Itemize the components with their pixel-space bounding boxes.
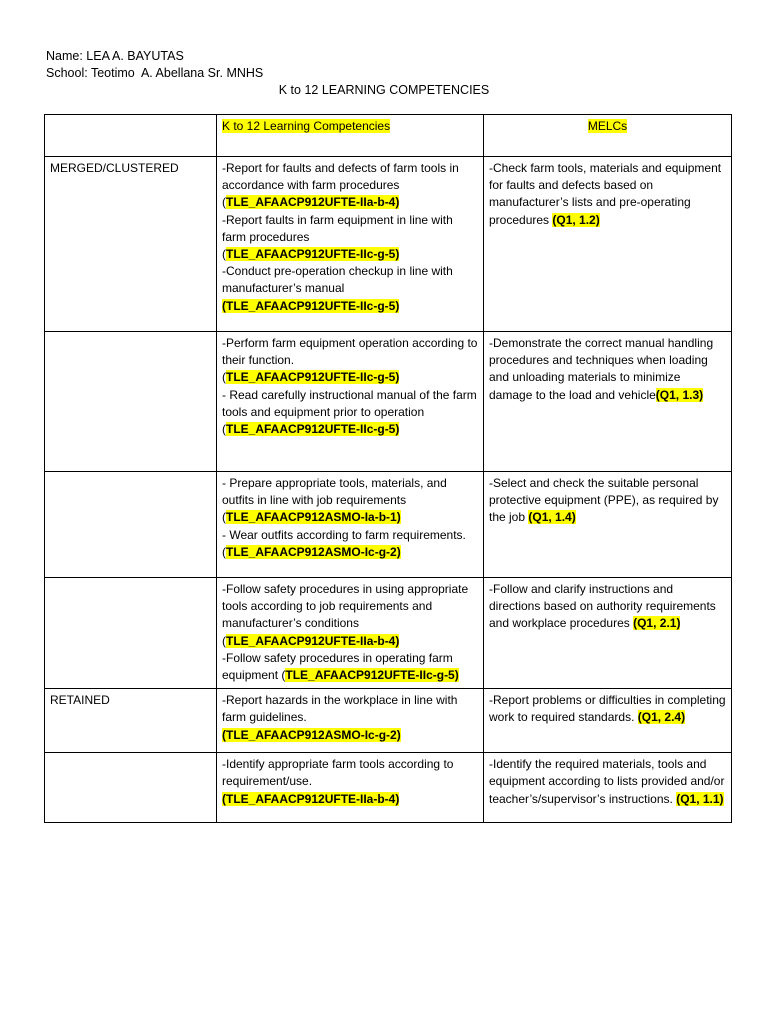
competencies-table	[44, 114, 732, 823]
category-cell	[45, 578, 217, 689]
competency-text: -Report hazards in the workplace in line with farm guidelines.	[222, 693, 458, 725]
competency-code: TLE_AFAACP912UFTE-IIc-g-5)	[285, 668, 459, 683]
name-line: Name: LEA A. BAYUTAS	[46, 49, 184, 63]
melc-text: -Follow and clarify instructions and directions based on authority requirements and workplace procedures	[489, 582, 716, 631]
competency-line	[222, 246, 478, 263]
category-cell	[45, 753, 217, 823]
competency-line	[222, 527, 478, 544]
melc-code: (Q1, 2.1)	[633, 616, 681, 631]
category-cell: RETAINED	[45, 689, 217, 753]
table-row	[45, 578, 732, 689]
competency-line	[222, 387, 478, 421]
melc-code: (Q1, 1.1)	[676, 791, 724, 806]
k12-competencies-cell	[217, 689, 484, 753]
k12-competencies-cell	[217, 332, 484, 472]
k12-competencies-cell	[217, 157, 484, 332]
competency-code: TLE_AFAACP912UFTE-IIa-b-4)	[226, 195, 400, 210]
melc-text: -Check farm tools, materials and equipment for faults and defects based on manufacturer’s lists and pre-operating procedures	[489, 161, 722, 227]
melc-cell	[484, 689, 732, 753]
competency-text: - Read carefully instructional manual of the farm tools and equipment prior to operation	[222, 387, 477, 419]
school-line: School: Teotimo A. Abellana Sr. MNHS	[46, 66, 264, 80]
header-melcs-label: MELCs	[587, 119, 628, 133]
category-cell	[45, 332, 217, 472]
melc-text: -Report problems or difficulties in completing work to required standards.	[489, 693, 726, 725]
header-cell-melcs	[484, 115, 732, 157]
competency-line	[222, 791, 478, 808]
competency-text: (	[222, 422, 226, 437]
category-cell	[45, 472, 217, 578]
competency-code: TLE_AFAACP912UFTE-IIc-g-5)	[226, 422, 400, 437]
header-cell-empty	[45, 115, 217, 157]
competency-text: -Report faults in farm equipment in line with farm procedures	[222, 212, 453, 244]
melc-cell	[484, 753, 732, 823]
k12-competencies-cell	[217, 472, 484, 578]
competency-text: -Perform farm equipment operation according to their function.	[222, 336, 478, 368]
competency-line	[222, 421, 478, 438]
melc-code: (Q1, 2.4)	[637, 710, 686, 725]
competency-line	[222, 335, 478, 369]
header-k12-label: K to 12 Learning Competencies	[222, 119, 391, 133]
competency-text: (	[222, 633, 226, 648]
table-row	[45, 689, 732, 753]
competency-code: TLE_AFAACP912UFTE-IIc-g-5)	[226, 370, 400, 385]
competency-text: -Identify appropriate farm tools according to requirement/use.	[222, 757, 454, 789]
competency-text: -Follow safety procedures in using appropriate tools according to job requirements and manufacturer’s conditions	[222, 582, 469, 631]
competency-text: (	[222, 510, 226, 525]
competency-code: TLE_AFAACP912ASMO-Ic-g-2)	[226, 544, 401, 559]
competency-text: (	[222, 247, 226, 262]
melc-text: -Identify the required materials, tools and equipment according to lists provided and/or teacher’s/supervisor’s instructions.	[489, 757, 725, 806]
melc-cell	[484, 578, 732, 689]
table-row	[45, 332, 732, 472]
competency-code: TLE_AFAACP912ASMO-Ia-b-1)	[226, 510, 401, 525]
competency-line	[222, 369, 478, 386]
competency-line	[222, 509, 478, 526]
k12-competencies-cell	[217, 578, 484, 689]
melc-code: (Q1, 1.4)	[528, 510, 576, 525]
table-row	[45, 157, 732, 332]
melc-text: -Select and check the suitable personal protective equipment (PPE), as required by the job	[489, 476, 719, 525]
competency-line	[222, 160, 478, 194]
competency-line	[222, 756, 478, 790]
k12-competencies-cell	[217, 753, 484, 823]
competency-text: - Prepare appropriate tools, materials, and outfits in line with job requirements	[222, 476, 447, 508]
melc-text: -Demonstrate the correct manual handling procedures and techniques when loading and unloading materials to minimize damage to the load and vehicle	[489, 336, 714, 402]
melc-code: (Q1, 1.3)	[655, 387, 704, 402]
competency-line	[222, 727, 478, 744]
competency-code: (TLE_AFAACP912UFTE-IIa-b-4)	[222, 791, 400, 806]
melc-cell	[484, 472, 732, 578]
melc-cell	[484, 157, 732, 332]
competency-text: -Report for faults and defects of farm tools in accordance with farm procedures	[222, 161, 459, 193]
competency-line	[222, 692, 478, 726]
competency-text: (	[222, 544, 226, 559]
category-cell: MERGED/CLUSTERED	[45, 157, 217, 332]
table-header-row	[45, 115, 732, 157]
table-row	[45, 753, 732, 823]
competency-line	[222, 581, 478, 633]
competency-text: (	[222, 195, 226, 210]
competency-line	[222, 475, 478, 509]
competency-code: (TLE_AFAACP912UFTE-IIc-g-5)	[222, 298, 400, 313]
competency-text: -Conduct pre-operation checkup in line with manufacturer’s manual	[222, 264, 453, 296]
competency-code: (TLE_AFAACP912ASMO-Ic-g-2)	[222, 727, 401, 742]
header-cell-k12	[217, 115, 484, 157]
competency-line	[222, 194, 478, 211]
competency-line	[222, 633, 478, 650]
competency-line	[222, 650, 478, 684]
competency-line	[222, 263, 478, 297]
competency-line	[222, 212, 478, 246]
competency-line	[222, 544, 478, 561]
competency-text: (	[222, 370, 226, 385]
competency-text: - Wear outfits according to farm requirements.	[222, 527, 466, 542]
table-row	[45, 472, 732, 578]
melc-cell	[484, 332, 732, 472]
competency-code: TLE_AFAACP912UFTE-IIc-g-5)	[226, 247, 400, 262]
document-title: K to 12 LEARNING COMPETENCIES	[278, 83, 490, 97]
competency-text: -Follow safety procedures in operating farm equipment (	[222, 650, 453, 683]
competency-line	[222, 298, 478, 315]
melc-code: (Q1, 1.2)	[552, 212, 600, 227]
competency-code: TLE_AFAACP912UFTE-IIa-b-4)	[226, 633, 400, 648]
